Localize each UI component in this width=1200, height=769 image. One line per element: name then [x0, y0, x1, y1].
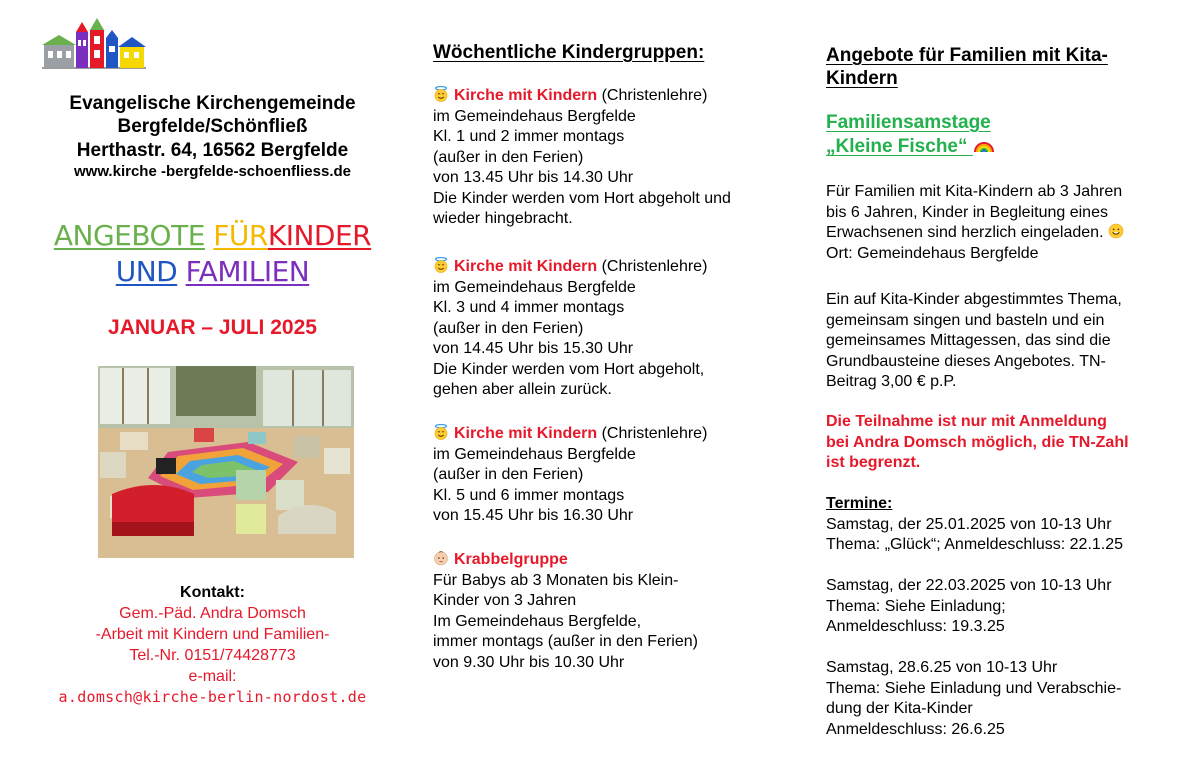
- group-line: Die Kinder werden vom Hort abgeholt,: [433, 360, 705, 378]
- note-line: bei Andra Domsch möglich, die TN-Zahl: [826, 433, 1129, 451]
- termin-line: Thema: „Glück“; Anmeldeschluss: 22.1.25: [826, 536, 1124, 553]
- intro-line: bis 6 Jahren, Kinder in Begleitung eines: [826, 203, 1108, 221]
- playroom-photo: [98, 366, 354, 558]
- termin-line: dung der Kita-Kinder: [826, 700, 973, 717]
- description-line: Grundbausteine dieses Angebotes. TN-: [826, 352, 1106, 370]
- weekly-groups-title: Wöchentliche Kindergruppen:: [433, 42, 705, 63]
- headline-word-kinder: KINDER: [267, 219, 372, 252]
- organization-name: [0, 92, 425, 138]
- group-line: Kl. 3 und 4 immer montags: [433, 299, 625, 316]
- group-line: gehen aber allein zurück.: [433, 381, 612, 398]
- headline-line2: [0, 254, 425, 290]
- termine-section: [826, 494, 1176, 740]
- families-title-line1: Angebote für Familien mit Kita-: [826, 45, 1108, 66]
- group-line: Für Babys ab 3 Monaten bis Klein-: [433, 571, 679, 589]
- termin-line: Anmeldeschluss: 19.3.25: [826, 618, 1005, 635]
- organization-name-line2: Bergfelde/Schönfließ: [117, 116, 308, 137]
- smiling-face-icon: [1108, 223, 1124, 239]
- group-tag: (Christenlehre): [601, 258, 708, 275]
- organization-address: Herthastr. 64, 16562 Bergfelde: [76, 140, 349, 161]
- family-intro: [826, 182, 1176, 264]
- termin-item: [826, 658, 1176, 740]
- group-title: Kirche mit Kindern: [454, 258, 598, 275]
- termin-line: Anmeldeschluss: 26.6.25: [826, 720, 1005, 738]
- termin-line: Thema: Siehe Einladung;: [826, 597, 1006, 615]
- group-title: Kirche mit Kindern: [454, 87, 598, 104]
- contact-email-link[interactable]: a.domsch@kirche-berlin-nordost.de: [58, 688, 367, 706]
- contact-block: [0, 582, 425, 708]
- termin-item: [826, 515, 1176, 556]
- group-title: Kirche mit Kindern: [454, 425, 598, 442]
- group-line: im Gemeindehaus Bergfelde: [433, 278, 636, 296]
- termin-item: [826, 576, 1176, 638]
- group-item: [433, 86, 813, 230]
- contact-phone: Tel.-Nr. 0151/74428773: [129, 647, 296, 664]
- group-tag: (Christenlehre): [601, 425, 708, 442]
- group-line: im Gemeindehaus Bergfelde: [433, 445, 636, 463]
- baby-face-icon: [433, 550, 449, 566]
- smiling-face-with-halo-icon: [433, 424, 449, 440]
- group-tag: (Christenlehre): [601, 87, 708, 104]
- headline-word-angebote: ANGEBOTE: [53, 219, 205, 252]
- termin-line: Samstag, der 22.03.2025 von 10-13 Uhr: [826, 577, 1112, 594]
- group-line: Im Gemeindehaus Bergfelde,: [433, 612, 642, 630]
- group-line: wieder hingebracht.: [433, 210, 573, 227]
- contact-email-label: e-mail:: [188, 668, 237, 685]
- family-offer-title-line1: Familiensamstage: [826, 112, 991, 133]
- families-title-line2: Kindern: [826, 68, 898, 89]
- family-offer-title: [826, 111, 995, 159]
- group-line: von 13.45 Uhr bis 14.30 Uhr: [433, 169, 634, 186]
- smiling-face-with-halo-icon: [433, 86, 449, 102]
- termine-title: Termine:: [826, 495, 893, 512]
- headline-word-familien: FAMILIEN: [185, 255, 310, 288]
- group-item: [433, 550, 813, 673]
- contact-title: Kontakt:: [180, 584, 245, 601]
- families-title: [826, 44, 1166, 90]
- contact-name: Gem.-Päd. Andra Domsch: [119, 605, 306, 622]
- description-line: Ein auf Kita-Kinder abgestimmtes Thema,: [826, 291, 1122, 308]
- group-line: Kinder von 3 Jahren: [433, 592, 577, 609]
- smiling-face-with-halo-icon: [433, 257, 449, 273]
- family-description: [826, 290, 1176, 393]
- date-range: JANUAR – JULI 2025: [108, 316, 317, 339]
- group-line: im Gemeindehaus Bergfelde: [433, 107, 636, 125]
- note-line: Die Teilnahme ist nur mit Anmeldung: [826, 413, 1107, 430]
- intro-line: Erwachsenen sind herzlich eingeladen.: [826, 224, 1104, 241]
- group-item: [433, 424, 813, 527]
- headline-word-und: UND: [115, 255, 178, 288]
- headline-word-fuer: FÜR: [213, 219, 268, 252]
- group-line: von 9.30 Uhr bis 10.30 Uhr: [433, 653, 625, 671]
- contact-role: -Arbeit mit Kindern und Familien-: [95, 626, 330, 643]
- termin-line: Samstag, 28.6.25 von 10-13 Uhr: [826, 659, 1058, 676]
- group-line: (außer in den Ferien): [433, 466, 584, 483]
- group-line: (außer in den Ferien): [433, 319, 584, 337]
- organization-name-line1: Evangelische Kirchengemeinde: [69, 93, 356, 114]
- termin-line: Thema: Siehe Einladung und Verabschie-: [826, 679, 1122, 697]
- registration-note: [826, 412, 1176, 474]
- group-line: Kl. 5 und 6 immer montags: [433, 486, 625, 504]
- termin-line: Samstag, der 25.01.2025 von 10-13 Uhr: [826, 515, 1112, 533]
- group-line: von 15.45 Uhr bis 16.30 Uhr: [433, 507, 634, 524]
- group-line: immer montags (außer in den Ferien): [433, 633, 698, 650]
- group-line: Die Kinder werden vom Hort abgeholt und: [433, 189, 731, 207]
- group-title: Krabbelgruppe: [454, 551, 568, 568]
- organization-website: www.kirche -bergfelde-schoenfliess.de: [73, 163, 352, 180]
- note-line: ist begrenzt.: [826, 454, 921, 471]
- description-line: gemeinsames Mittagessen, das sind die: [826, 332, 1111, 349]
- family-offer-title-line2: „Kleine Fische“: [826, 136, 968, 157]
- group-item: [433, 257, 813, 401]
- group-line: Kl. 1 und 2 immer montags: [433, 128, 625, 145]
- headline-line1: [0, 218, 425, 254]
- description-line: gemeinsam singen und basteln und ein: [826, 311, 1105, 329]
- family-location: Ort: Gemeindehaus Bergfelde: [826, 244, 1039, 262]
- intro-line: Für Familien mit Kita-Kindern ab 3 Jahren: [826, 183, 1123, 200]
- group-line: von 14.45 Uhr bis 15.30 Uhr: [433, 340, 634, 357]
- group-line: (außer in den Ferien): [433, 148, 584, 166]
- rainbow-icon: [973, 137, 995, 153]
- description-line: Beitrag 3,00 € p.P.: [826, 373, 957, 390]
- church-village-logo: [42, 18, 146, 74]
